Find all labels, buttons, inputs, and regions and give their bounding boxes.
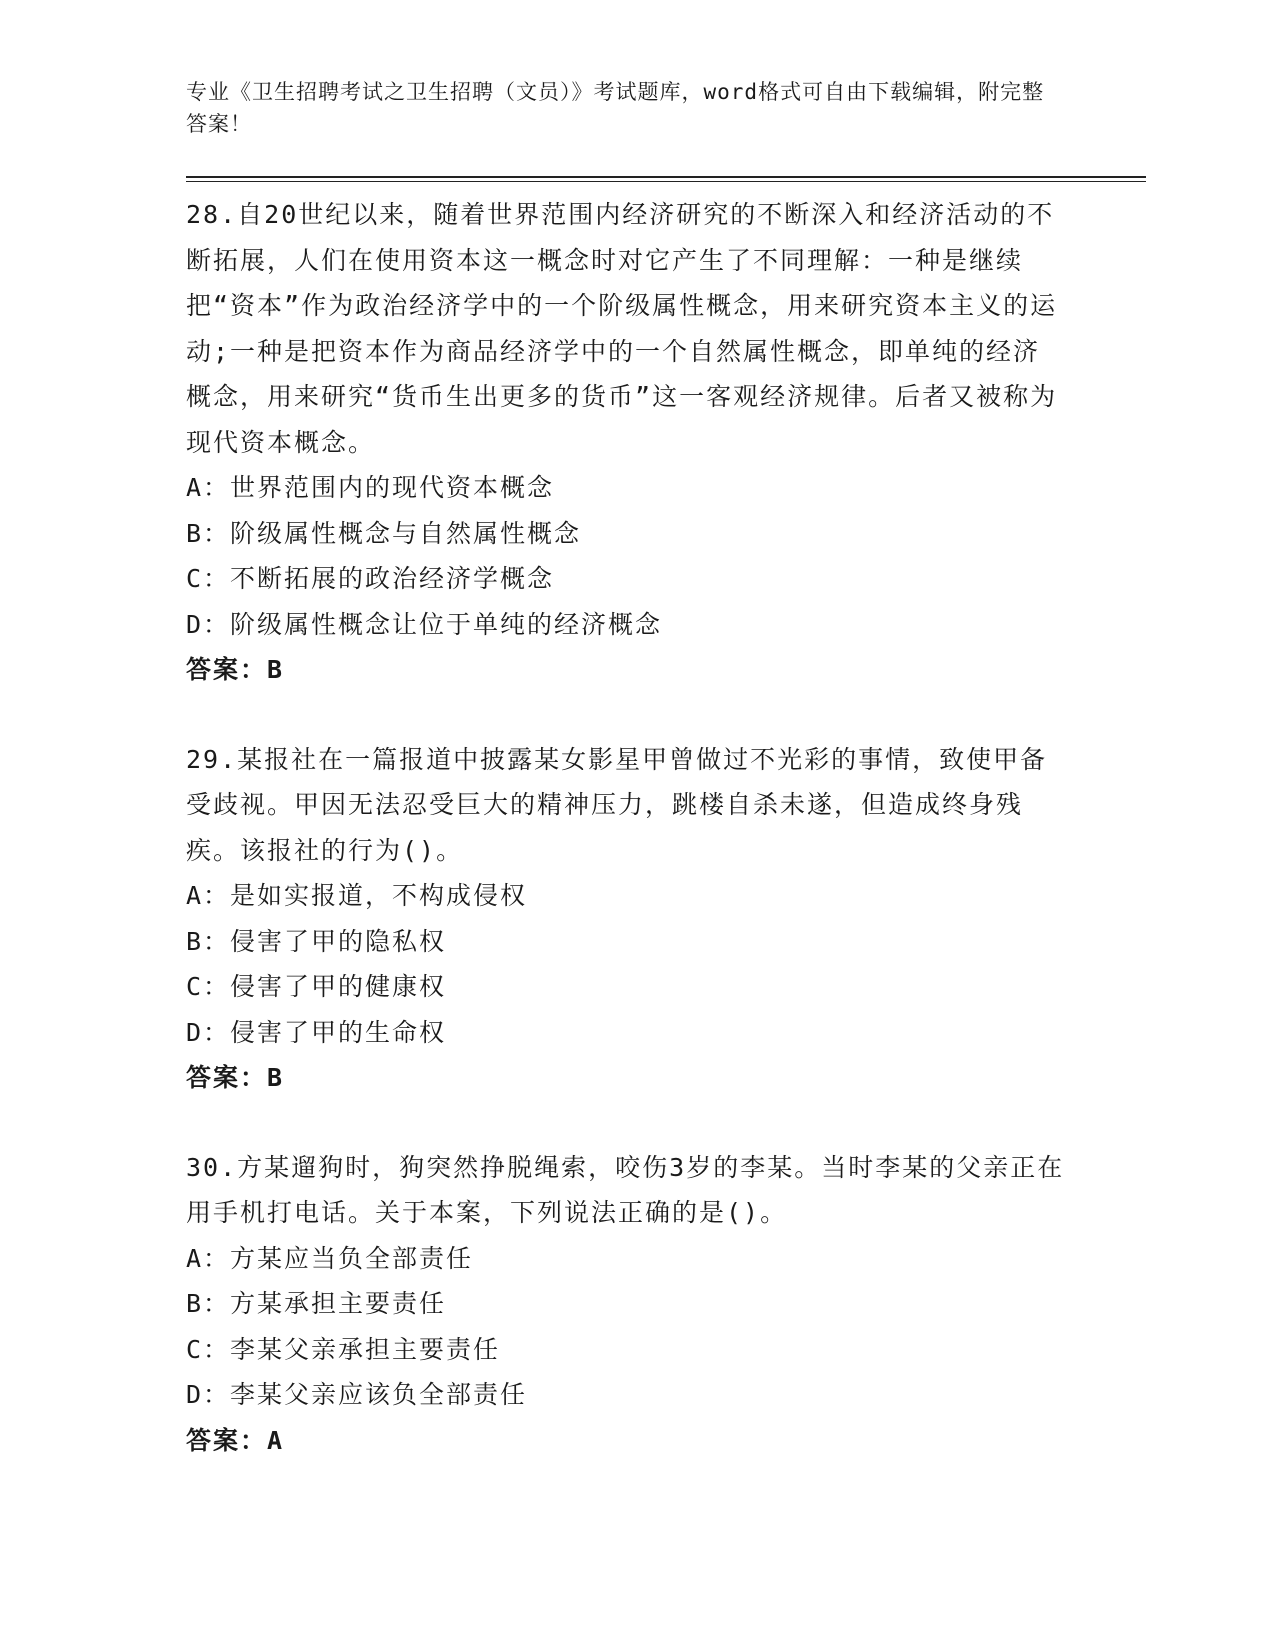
option-b: B：方某承担主要责任 [186,1289,447,1318]
option-c: C：李某父亲承担主要责任 [186,1334,501,1364]
option-a: A：是如实报道，不构成侵权 [186,881,528,910]
option-b: B：阶级属性概念与自然属性概念 [186,518,582,548]
question-stem: 28.自20世纪以来，随着世界范围内经济研究的不断深入和经济活动的不断拓展，人们在使用资本这一概念时对它产生了不同理解：一种是继续把“资本”作为政治经济学中的一个阶级属性概念，用来研究资本主义的运动;一种是把资本作为商品经济学中的一个自然属性概念，即单纯的经济概念，用来研究“货币生出更多的货币”这一客观经济规律。后者又被称为现代资本概念。 [186,200,1058,457]
question-stem: 30.方某遛狗时，狗突然挣脱绳索，咬伤3岁的李某。当时李某的父亲正在用手机打电话。关于本案，下列说法正确的是()。 [186,1152,1065,1227]
question-29 [186,737,1066,1101]
answer: 答案：B [186,655,285,684]
option-c: C：侵害了甲的健康权 [186,972,447,1001]
header-rule-thick [186,176,1146,178]
option-d: D：侵害了甲的生命权 [186,1017,447,1047]
answer: 答案：A [186,1425,285,1455]
option-c: C：不断拓展的政治经济学概念 [186,564,555,593]
question-30 [186,1145,1066,1464]
question-28 [186,192,1066,693]
option-d: D：阶级属性概念让位于单纯的经济概念 [186,609,663,639]
question-stem: 29.某报社在一篇报道中披露某女影星甲曾做过不光彩的事情，致使甲备受歧视。甲因无法忍受巨大的精神压力，跳楼自杀未遂，但造成终身残疾。该报社的行为()。 [186,744,1048,865]
answer: 答案：B [186,1063,285,1092]
option-d: D：李某父亲应该负全部责任 [186,1380,528,1409]
question-list [186,192,1066,1507]
option-a: A：方某应当负全部责任 [186,1243,474,1273]
document-header: 专业《卫生招聘考试之卫生招聘（文员）》考试题库，word格式可自由下载编辑，附完整答案！ [186,80,1045,136]
header-rule-thin [186,181,1146,182]
option-a: A：世界范围内的现代资本概念 [186,473,555,502]
option-b: B：侵害了甲的隐私权 [186,926,447,956]
